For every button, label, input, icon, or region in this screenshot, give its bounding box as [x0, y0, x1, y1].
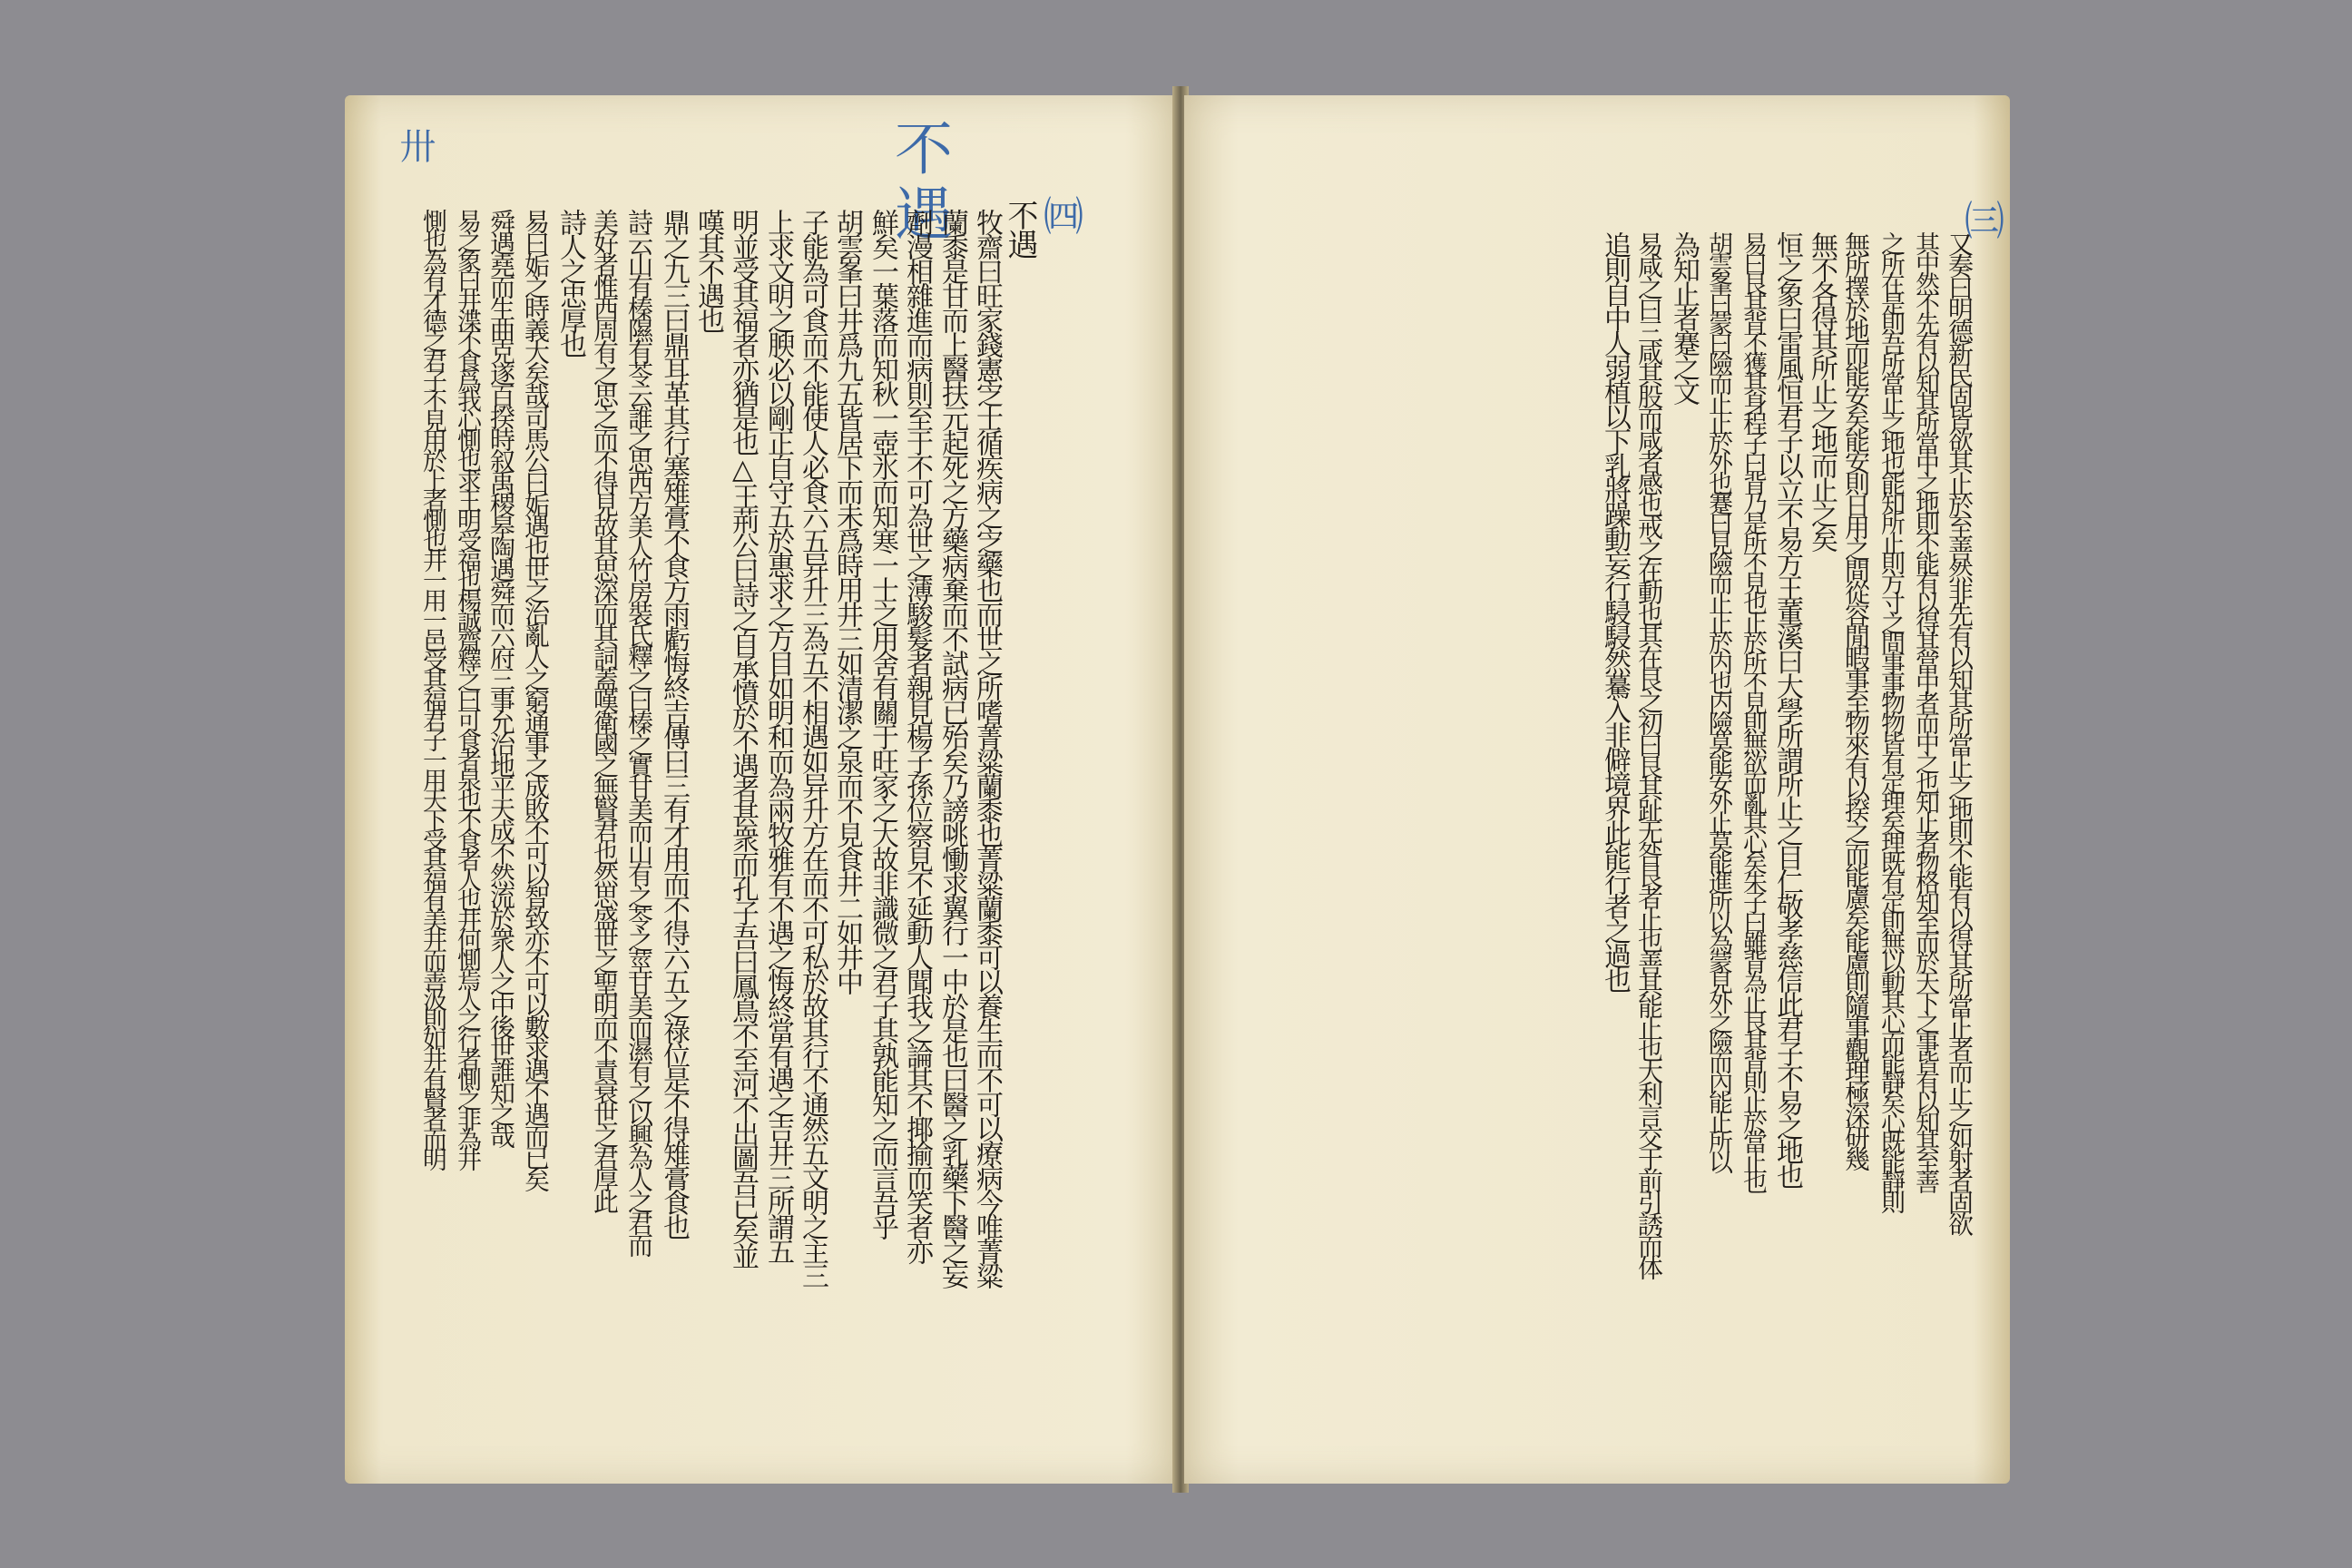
text-column: 易之象曰井渫不食爲我心惻也求王明受福也楊誠齋釋之曰可食者泉也不食者人也井何惻焉人之行者惻之非為井	[453, 209, 481, 1167]
text-column: 其中然不先有以知其所當中之地則不能有以得其當中者而中之也知止者物格知至而於天下之事皆有以知其至善	[1911, 231, 1939, 1190]
text-column: 明並受其福者亦猶是也△王荊公曰詩之自承憤於不遇者甚衆而孔子吾曰鳳鳥不至河不出圖吾已矣並	[727, 209, 759, 1267]
text-column: 詩人之忠厚也	[554, 209, 586, 356]
chapter-heading: 不遇	[885, 118, 952, 249]
text-column: 無不各得其所止之地而止之矣	[1806, 231, 1838, 550]
text-column: 追則自中人弱植以下乳將躁動妄行駸駸然驀入非僻境界此能行者之過也	[1599, 231, 1631, 991]
text-column: 鼎之九三曰鼎耳革其行塞雉膏不食方雨虧悔終吉傳曰三有才用而不得六五之祿位是不得雉膏食也	[658, 209, 690, 1238]
text-column: 詩云山有榛隰有苓云誰之思西方美人竹房裝氏釋之曰榛之實甘美而山有之苓之莖甘美而濕有之以興為人之君而	[624, 209, 654, 1254]
text-column: 上求文明之腴必以剛正自守五於惠求之方目如明和而為兩牧雅有不遇之悔終當有遇之吉井三所謂五	[762, 209, 794, 1262]
text-column: 易曰姤之時義大矣哉司馬公曰姤遇也世之治亂人之窮通事之成敗不可以智致亦不可以數求遇不遇而已矣	[521, 209, 551, 1189]
text-column: 之所在是則吾所當止之地也能知所止則方寸之間事事物物皆有定理矣理既有定則無以動其心而能靜矣心既能靜則	[1877, 231, 1905, 1210]
text-column: 蘭黍是甘而上醫扶元起死之方藥病棄而不試病已殆矣乃謗咷慟求翼行一中於是也曰醫之乳藥下醫之妄	[936, 209, 968, 1287]
text-column: 易曰艮其背不獲其身程子曰背乃是所不見也止於所不見則無欲而亂其心矣朱子曰雖背為止艮其背則止於當止也	[1739, 231, 1767, 1190]
text-column: 鮮矣一葉落而知秋一壺氷而知寒一士之用舍有關于旺家之大故非識微之君子其孰能知之而言吾乎	[867, 209, 898, 1238]
open-book	[345, 86, 2010, 1493]
text-column: 嘆其不遇也	[692, 209, 724, 331]
text-column: 又奏曰明德新民固皆欲其止於至善然非先有以知其所當止之地則不能有以得其所當止者而止之如射者固欲	[1945, 231, 1975, 1233]
text-column: 胡雲峯曰蒙曰險而止止於外也蹇曰見險而止止於内也内險莫能安外止莫能進所以為蒙見外之險而內能止所以	[1704, 231, 1732, 1170]
text-column: 胡雲峯曰井爲九五皆居下而未爲時用井三如清潔之泉而不見食井二如井中	[831, 209, 863, 993]
left-page	[345, 95, 1177, 1484]
page-number: 卅	[394, 127, 436, 162]
text-column: 子能為可食而不能使人必食六五异升三為五不相遇如异升方在而不可私於故其行不通然五文明之主三	[797, 209, 828, 1287]
marginal-annotation: ㈢	[1957, 200, 2004, 238]
text-column: 易咸之曰三咸其股而咸者感也戒之在動也其在艮之初曰艮其趾无咎艮者止也善其能止也大利言交于前引誘而体	[1634, 231, 1664, 1277]
text-column: 為知止者蹇之文	[1668, 231, 1700, 403]
right-page	[1184, 95, 2010, 1484]
marginal-annotation: ㈣	[1036, 195, 1083, 233]
text-column: 無所擇於地而能安矣能安則日用之間從容閒暇事至物來有以揆之而能慮矣能慮則隨事觀理極深研幾	[1841, 231, 1871, 1168]
text-column: 惻也為有才德之君子不見用於上者惻也井一用一邑受其福君子一用天下受其福有美井而善汲則如井有賢者而明	[418, 209, 446, 1167]
text-column: 美好者惟西周有之思之而不得見故其思深而其詞蓋嘆衛國之無賢君也然思盛世之聖明而不責衰世之君厚此	[590, 209, 620, 1210]
text-column: 不遇	[1002, 200, 1038, 258]
text-column: 恒之象曰雷風恒君子以立不易方王董溪曰大學所謂所止之目仁敬孝慈信此君子不易之地也	[1771, 231, 1803, 1187]
text-column: 牧齋曰旺家錢憲㝎士循疾病之㝎藥也而世之所嗜菁粱蘭黍也菁粱蘭黍可以養生而不可以療病今唯菁粱	[971, 209, 1003, 1287]
text-column: 劑漫相雜進而病則至于不可為世之薄駿髮者親見楊子孫位察見不延動人聞我之論其不揶揄而笑者亦	[901, 209, 933, 1262]
text-column: 舜遇堯而生曲克遂百揆時叙禹稷皋陶遇舜而六府三事允治地平天成不然流於衆人之中後世誰知之哉	[486, 209, 516, 1145]
